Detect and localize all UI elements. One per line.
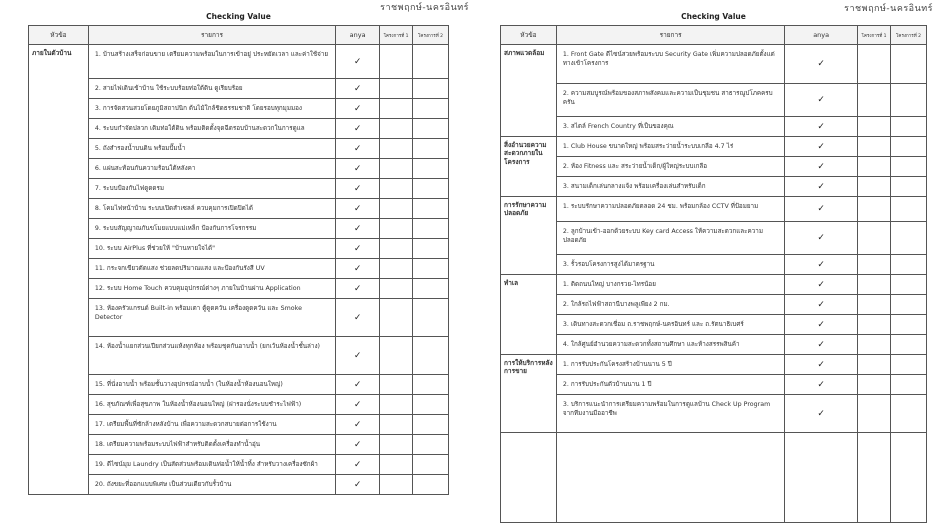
check-mark-cell <box>336 299 380 337</box>
item-text: 8. โคมไฟหน้าบ้าน ระบบเปิดสำเซลล์ ควบคุมการเปิดปิดได้ <box>88 199 335 219</box>
check-mark-cell <box>785 45 858 84</box>
project-2-cell <box>413 299 449 337</box>
category-cell: สิ่งอำนวยความสะดวกภายในโครงการ <box>501 137 557 197</box>
project-1-cell <box>858 137 891 157</box>
project-2-cell <box>891 45 927 84</box>
table-row <box>29 337 449 375</box>
item-text: 16. สุขภัณฑ์เพื่อสุขภาพ ในห้องน้ำห้องนอนใหญ่ (ฝารองนั่งระบบชำระไฟฟ้า) <box>88 395 335 415</box>
header-project-1: โครงการที่ 1 <box>858 26 891 45</box>
header-topic: หัวข้อ <box>501 26 557 45</box>
project-2-cell <box>413 219 449 239</box>
check-mark-cell <box>336 79 380 99</box>
project-1-cell <box>380 435 413 455</box>
table-row <box>29 455 449 475</box>
blank-cell <box>785 433 858 523</box>
check-mark-cell <box>785 275 858 295</box>
header-items: รายการ <box>88 26 335 45</box>
project-2-cell <box>891 84 927 117</box>
check-mark-icon: ✓ <box>817 233 825 243</box>
table-header-row <box>501 26 927 45</box>
item-text: 2. ใกล้รถไฟฟ้าสถานีบางพลูเพียง 2 กม. <box>556 295 784 315</box>
check-mark-icon: ✓ <box>817 339 825 350</box>
check-mark-icon: ✓ <box>817 319 825 330</box>
project-1-cell <box>380 279 413 299</box>
table-row <box>29 45 449 79</box>
check-mark-icon: ✓ <box>817 259 825 270</box>
item-text: 11. กระจกเขียวตัดแสง ช่วยลดปริมาณแสง และป้องกันรังสี UV <box>88 259 335 279</box>
project-2-cell <box>891 395 927 433</box>
item-text: 9. ระบบสัญญาณกันขโมยแบบแม่เหล็ก ป้องกันการโจรกรรม <box>88 219 335 239</box>
project-1-cell <box>380 199 413 219</box>
table-row <box>501 177 927 197</box>
check-mark-cell <box>785 255 858 275</box>
project-2-cell <box>413 415 449 435</box>
item-text: 3. สไตล์ French Country ที่เป็นของคุณ <box>556 117 784 137</box>
check-mark-cell <box>785 137 858 157</box>
item-text: 5. ถังสำรองน้ำบนดิน พร้อมปั๊มน้ำ <box>88 139 335 159</box>
item-text: 2. สายไฟเดินเข้าบ้าน ใช้ระบบร้อยท่อใต้ดิน ดูเรียบร้อย <box>88 79 335 99</box>
item-text: 2. ลูกบ้านเข้า-ออกด้วยระบบ Key card Access ให้ความสะดวกและความปลอดภัย <box>556 222 784 255</box>
project-1-cell <box>858 315 891 335</box>
project-1-cell <box>380 119 413 139</box>
project-2-cell <box>891 295 927 315</box>
check-mark-icon: ✓ <box>817 59 825 69</box>
project-2-cell <box>413 119 449 139</box>
project-1-cell <box>380 239 413 259</box>
item-text: 17. เตรียมพื้นที่ซักล้างหลังบ้าน เพื่อความสะดวกสบายต่อการใช้งาน <box>88 415 335 435</box>
project-1-cell <box>380 415 413 435</box>
project-2-cell <box>891 315 927 335</box>
check-mark-icon: ✓ <box>817 379 825 390</box>
item-text: 1. ระบบรักษาความปลอดภัยตลอด 24 ชม. พร้อมกล้อง CCTV ที่ป้อมยาม <box>556 197 784 222</box>
sheet-title: Checking Value <box>206 12 271 21</box>
item-text: 7. ระบบป้องกันไฟดูดดรม <box>88 179 335 199</box>
project-2-cell <box>413 159 449 179</box>
check-mark-cell <box>785 157 858 177</box>
check-mark-cell <box>336 395 380 415</box>
item-text: 1. ติดถนนใหญ่ บางกรวย-ไทรน้อย <box>556 275 784 295</box>
check-mark-icon: ✓ <box>353 283 362 294</box>
check-mark-icon: ✓ <box>353 459 362 470</box>
checklist-page-right <box>500 0 933 505</box>
item-text: 20. ถังขยะที่ออกแบบพิเศษ เป็นส่วนเดียวกับรั้วบ้าน <box>88 475 335 495</box>
project-2-cell <box>891 255 927 275</box>
table-row <box>29 199 449 219</box>
check-mark-cell <box>785 84 858 117</box>
project-1-cell <box>858 84 891 117</box>
table-row <box>29 395 449 415</box>
item-text: 13. ห้องครัวแกรนด์ Built-in พร้อมเตา ตู้ดูดควัน เครื่องดูดควัน และ Smoke Detector <box>88 299 335 337</box>
project-2-cell <box>413 455 449 475</box>
check-mark-cell <box>336 45 380 79</box>
header-project-2: โครงการที่ 2 <box>891 26 927 45</box>
table-row <box>501 255 927 275</box>
project-2-cell <box>891 117 927 137</box>
table-row <box>501 355 927 375</box>
table-row <box>501 295 927 315</box>
checking-table-right <box>500 25 927 523</box>
item-text: 2. ความสมบูรณ์พร้อมของสภาพสังคมและความเป็นชุมชน สาธารณูปโภคครบครัน <box>556 84 784 117</box>
header-project-2: โครงการที่ 2 <box>413 26 449 45</box>
project-2-cell <box>891 197 927 222</box>
check-mark-icon: ✓ <box>353 56 362 67</box>
project-1-cell <box>858 255 891 275</box>
check-mark-icon: ✓ <box>353 263 362 274</box>
check-mark-icon: ✓ <box>353 203 362 214</box>
table-row <box>29 259 449 279</box>
project-2-cell <box>413 435 449 455</box>
blank-cell <box>556 433 784 523</box>
table-row <box>29 79 449 99</box>
project-1-cell <box>380 259 413 279</box>
project-2-cell <box>413 375 449 395</box>
item-text: 15. ที่นั่งอาบน้ำ พร้อมชั้นวางอุปกรณ์อาบน้ำ (ในห้องน้ำห้องนอนใหญ่) <box>88 375 335 395</box>
project-1-cell <box>858 335 891 355</box>
check-mark-icon: ✓ <box>353 439 362 450</box>
project-2-cell <box>413 79 449 99</box>
checking-table-left <box>28 25 449 495</box>
check-mark-cell <box>785 315 858 335</box>
check-mark-cell <box>336 375 380 395</box>
header-topic: หัวข้อ <box>29 26 89 45</box>
project-2-cell <box>891 177 927 197</box>
table-row <box>501 137 927 157</box>
item-text: 18. เตรียมความพร้อมระบบไฟฟ้าสำหรับติดตั้งเครื่องทำน้ำอุ่น <box>88 435 335 455</box>
item-text: 4. ใกล้ศูนย์อำนวยความสะดวกทั้งสถานศึกษา และห้างสรรพสินค้า <box>556 335 784 355</box>
check-mark-cell <box>785 355 858 375</box>
check-mark-icon: ✓ <box>817 141 825 152</box>
project-1-cell <box>380 79 413 99</box>
table-row <box>501 335 927 355</box>
table-row <box>501 197 927 222</box>
project-2-cell <box>891 137 927 157</box>
table-row <box>501 375 927 395</box>
project-1-cell <box>380 395 413 415</box>
check-mark-cell <box>336 119 380 139</box>
item-text: 6. แผ่นสะท้อนกันความร้อนใต้หลังคา <box>88 159 335 179</box>
table-row <box>29 375 449 395</box>
category-cell: ทำเล <box>501 275 557 355</box>
project-1-cell <box>858 45 891 84</box>
check-mark-icon: ✓ <box>817 161 825 172</box>
project-1-cell <box>380 475 413 495</box>
project-1-cell <box>380 139 413 159</box>
project-1-cell <box>858 355 891 375</box>
category-cell: ภายในตัวบ้าน <box>29 45 89 495</box>
check-mark-cell <box>785 222 858 255</box>
check-mark-cell <box>336 239 380 259</box>
project-1-cell <box>380 375 413 395</box>
project-1-cell <box>858 395 891 433</box>
project-1-cell <box>858 157 891 177</box>
table-row <box>29 435 449 455</box>
project-2-cell <box>891 157 927 177</box>
item-text: 19. ดีไซน์มุม Laundry เป็นสัดส่วนพร้อมเดินท่อน้ำให้น้ำทิ้ง สำหรับวางเครื่องซักผ้า <box>88 455 335 475</box>
table-row <box>29 299 449 337</box>
checklist-page-left <box>28 0 469 505</box>
table-row <box>501 117 927 137</box>
header-items: รายการ <box>556 26 784 45</box>
check-mark-icon: ✓ <box>817 299 825 310</box>
table-row <box>29 415 449 435</box>
project-2-cell <box>891 275 927 295</box>
project-2-cell <box>891 335 927 355</box>
item-text: 1. การรับประกันโครงสร้างบ้านนาน 5 ปี <box>556 355 784 375</box>
table-row <box>29 119 449 139</box>
project-1-cell <box>380 299 413 337</box>
check-mark-icon: ✓ <box>817 408 825 419</box>
header-anya: anya <box>785 26 858 45</box>
header-project-1: โครงการที่ 1 <box>380 26 413 45</box>
brand-text: ราชพฤกษ์-นครอินทร์ <box>380 3 469 13</box>
sheet-title: Checking Value <box>681 12 746 21</box>
table-row <box>29 279 449 299</box>
item-text: 1. Front Gate ดีไซน์สวยพร้อมระบบ Security Gate เพิ่มความปลอดภัยตั้งแต่ทางเข้าโครงการ <box>556 45 784 84</box>
check-mark-icon: ✓ <box>353 83 362 94</box>
check-mark-cell <box>785 295 858 315</box>
check-mark-cell <box>336 337 380 375</box>
project-2-cell <box>413 279 449 299</box>
check-mark-icon: ✓ <box>817 204 825 214</box>
item-text: 12. ระบบ Home Touch ควบคุมอุปกรณ์ต่างๆ ภายในบ้านผ่าน Application <box>88 279 335 299</box>
check-mark-icon: ✓ <box>817 279 825 290</box>
project-2-cell <box>413 45 449 79</box>
project-2-cell <box>891 222 927 255</box>
project-1-cell <box>380 455 413 475</box>
project-2-cell <box>413 99 449 119</box>
check-mark-cell <box>336 219 380 239</box>
project-1-cell <box>380 45 413 79</box>
table-row <box>501 222 927 255</box>
item-text: 4. ระบบกำจัดปลวก เติมท่อใต้ดิน พร้อมติดตั้งจุดฉีดรอบบ้านสะดวกในการดูแล <box>88 119 335 139</box>
blank-cell <box>501 433 557 523</box>
project-2-cell <box>413 199 449 219</box>
check-mark-icon: ✓ <box>353 379 362 390</box>
check-mark-icon: ✓ <box>353 143 362 154</box>
check-mark-cell <box>785 335 858 355</box>
check-mark-cell <box>785 375 858 395</box>
category-cell: สภาพแวดล้อม <box>501 45 557 137</box>
project-2-cell <box>413 475 449 495</box>
check-mark-icon: ✓ <box>353 312 362 323</box>
check-mark-icon: ✓ <box>353 419 362 430</box>
check-mark-icon: ✓ <box>817 121 825 132</box>
check-mark-icon: ✓ <box>353 223 362 234</box>
project-2-cell <box>413 395 449 415</box>
table-row <box>29 475 449 495</box>
project-2-cell <box>891 375 927 395</box>
check-mark-cell <box>336 415 380 435</box>
project-1-cell <box>858 177 891 197</box>
project-2-cell <box>413 139 449 159</box>
project-2-cell <box>413 337 449 375</box>
item-text: 10. ระบบ AirPlus ที่ช่วยให้ "บ้านหายใจได้" <box>88 239 335 259</box>
check-mark-icon: ✓ <box>817 181 825 192</box>
table-row <box>501 45 927 84</box>
check-mark-cell <box>785 395 858 433</box>
brand-text: ราชพฤกษ์-นครอินทร์ <box>844 4 933 14</box>
table-row <box>501 84 927 117</box>
project-2-cell <box>891 355 927 375</box>
project-1-cell <box>858 295 891 315</box>
check-mark-icon: ✓ <box>353 243 362 254</box>
blank-cell <box>858 433 891 523</box>
project-1-cell <box>380 219 413 239</box>
table-row <box>501 275 927 295</box>
project-1-cell <box>380 337 413 375</box>
check-mark-icon: ✓ <box>817 359 825 370</box>
check-mark-icon: ✓ <box>353 103 362 114</box>
item-text: 3. รั้วรอบโครงการสูงได้มาตรฐาน <box>556 255 784 275</box>
item-text: 3. บริการแนะนำการเตรียมความพร้อมในการดูแลบ้าน Check Up Program จากทีมงานมืออาชีพ <box>556 395 784 433</box>
check-mark-cell <box>336 179 380 199</box>
table-row <box>501 395 927 433</box>
item-text: 1. Club House ขนาดใหญ่ พร้อมสระว่ายน้ำระบบเกลือ 4.7 ไร่ <box>556 137 784 157</box>
project-1-cell <box>380 99 413 119</box>
check-mark-icon: ✓ <box>353 163 362 174</box>
table-header-row <box>29 26 449 45</box>
project-2-cell <box>413 239 449 259</box>
check-mark-cell <box>785 177 858 197</box>
table-row <box>29 159 449 179</box>
category-cell: การให้บริการหลังการขาย <box>501 355 557 433</box>
project-2-cell <box>413 259 449 279</box>
project-1-cell <box>858 117 891 137</box>
table-row <box>29 99 449 119</box>
item-text: 1. บ้านสร้างเสร็จก่อนขาย เตรียมความพร้อมในการเข้าอยู่ ประหยัดเวลา และค่าใช้จ่าย <box>88 45 335 79</box>
table-row <box>501 157 927 177</box>
item-text: 2. การรับประกันตัวบ้านนาน 1 ปี <box>556 375 784 395</box>
check-mark-icon: ✓ <box>353 123 362 134</box>
category-cell: การรักษาความปลอดภัย <box>501 197 557 275</box>
check-mark-cell <box>336 455 380 475</box>
project-1-cell <box>858 275 891 295</box>
check-mark-cell <box>336 159 380 179</box>
item-text: 3. เดินทางสะดวกเชื่อม ถ.ราชพฤกษ์-นครอินทร์ และ ถ.รัตนาธิเบศร์ <box>556 315 784 335</box>
project-1-cell <box>858 375 891 395</box>
check-mark-icon: ✓ <box>353 350 362 361</box>
item-text: 2. ห้อง Fitness และ สระว่ายน้ำเด็ก/ผู้ใหญ่ระบบเกลือ <box>556 157 784 177</box>
check-mark-cell <box>785 197 858 222</box>
blank-cell <box>891 433 927 523</box>
table-row <box>29 139 449 159</box>
project-1-cell <box>858 222 891 255</box>
table-row <box>29 239 449 259</box>
item-text: 3. สนามเด็กเล่นกลางแจ้ง พร้อมเครื่องเล่นสำหรับเด็ก <box>556 177 784 197</box>
project-1-cell <box>380 179 413 199</box>
check-mark-icon: ✓ <box>353 183 362 194</box>
check-mark-cell <box>336 475 380 495</box>
check-mark-cell <box>336 139 380 159</box>
table-row <box>29 179 449 199</box>
project-1-cell <box>858 197 891 222</box>
check-mark-cell <box>336 259 380 279</box>
check-mark-cell <box>336 279 380 299</box>
check-mark-cell <box>336 99 380 119</box>
item-text: 3. การจัดสวนสวยโดยภูมิสถาปนิก ต้นไม้ใกล้ชิดธรรมชาติ โดยรอบทุกมุมมอง <box>88 99 335 119</box>
check-mark-icon: ✓ <box>817 95 825 105</box>
item-text: 14. ห้องน้ำแยกส่วนเปียกส่วนแห้งทุกห้อง พร้อมชุดกันอาบน้ำ (ยกเว้นห้องน้ำชั้นล่าง) <box>88 337 335 375</box>
check-mark-cell <box>785 117 858 137</box>
header-anya: anya <box>336 26 380 45</box>
check-mark-cell <box>336 199 380 219</box>
check-mark-icon: ✓ <box>353 399 362 410</box>
check-mark-icon: ✓ <box>353 479 362 490</box>
project-1-cell <box>380 159 413 179</box>
project-2-cell <box>413 179 449 199</box>
table-row <box>29 219 449 239</box>
blank-row <box>501 433 927 523</box>
table-row <box>501 315 927 335</box>
check-mark-cell <box>336 435 380 455</box>
